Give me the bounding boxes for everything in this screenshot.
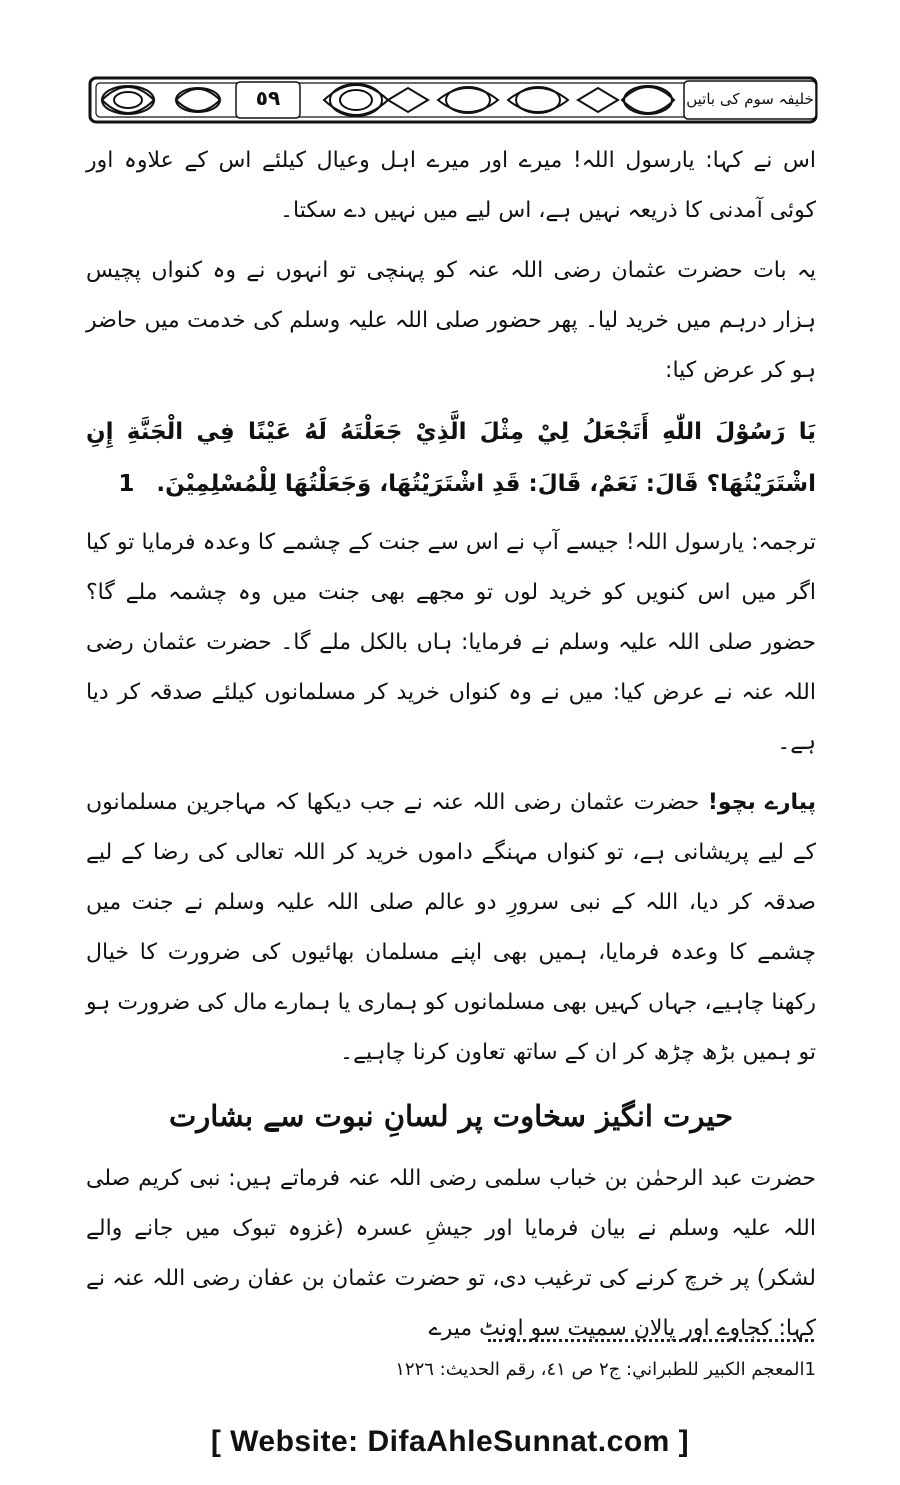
lesson-lead: پیارے بچو! xyxy=(707,790,816,815)
footnote: 1المعجم الكبير للطبراني: ج٢ ص ٤١، رقم الحديث: ١٢٢٦ xyxy=(395,1359,816,1380)
paragraph-1: اس نے کہا: یارسول اللہ! میرے اور میرے اہل وعیال کیلئے اس کے علاوہ اور کوئی آمدنی کا ذریعہ نہیں ہے، اس لیے میں نہیں دے سکتا۔ xyxy=(86,148,816,223)
page-number: ٥٩ xyxy=(255,86,281,110)
website-banner: [ Website: DifaAhleSunnat.com ] xyxy=(210,1425,690,1458)
lesson-text: حضرت عثمان رضی اللہ عنہ نے جب دیکھا کہ مہاجرین مسلمانوں کے لیے پریشانی ہے، تو کنواں مہنگے داموں خرید کر اللہ تعالی کی رضا کے لیے صدقہ کر دیا، اللہ کے نبی سرورِ دو عالم صلی اللہ علیہ وسلم نے جنت میں چشمے کا وعدہ فرمایا، ہمیں بھی اپنے مسلمان بھائیوں کی ضرورت کا خیال رکھنا چاہیے، جہاں کہیں بھی مسلمانوں کو ہماری یا ہمارے مال کی ضرورت ہو تو ہمیں بڑھ چڑھ کر ان کے ساتھ تعاون کرنا چاہیے۔ xyxy=(86,790,816,1065)
arabic-hadith-quote xyxy=(86,406,816,510)
paragraph-2: یہ بات حضرت عثمان رضی اللہ عنہ کو پہنچی تو انہوں نے وہ کنواں پچیس ہزار درہم میں خرید لیا۔ پھر حضور صلی اللہ علیہ وسلم کی خدمت میں حاضر ہو کر عرض کیا: xyxy=(86,258,816,383)
footnote-marker: 1 xyxy=(118,471,135,497)
closing-paragraph: حضرت عبد الرحمٰن بن خباب سلمی رضی اللہ عنہ فرماتے ہیں: نبی کریم صلی اللہ علیہ وسلم نے بیان فرمایا اور جیشِ عسرہ (غزوہ تبوک میں جانے والے لشکر) پر خرچ کرنے کی ترغیب دی، تو حضرت عثمان بن عفان رضی اللہ عنہ نے کہا: کجاوے اور پالان سمیت سو اونٹ میرے xyxy=(86,1166,816,1341)
page-header xyxy=(88,74,818,126)
translation-paragraph: ترجمہ: یارسول اللہ! جیسے آپ نے اس سے جنت کے چشمے کا وعدہ فرمایا تو کیا اگر میں اس کنویں کو خرید لوں تو مجھے بھی جنت میں وہ چشمہ ملے گا؟ حضور صلی اللہ علیہ وسلم نے فرمایا: ہاں بالکل ملے گا۔ حضرت عثمان رضی اللہ عنہ نے عرض کیا: میں نے وہ کنواں خرید کر مسلمانوں کیلئے صدقہ کر دیا ہے۔ xyxy=(86,530,817,755)
lesson-paragraph xyxy=(86,778,816,1078)
running-book-title: خلیفہ سوم کی باتیں xyxy=(686,90,814,108)
arabic-hadith-text: يَا رَسُوْلَ اللّٰهِ أَتَجْعَلُ لِيْ مِثْلَ الَّذِيْ جَعَلْتَهُ لَهُ عَيْنًا فِي الْجَنَّةِ إِنِ اشْتَرَيْتُهَا؟ قَالَ: نَعَمْ، قَالَ: قَدِ اشْتَرَيْتُهَا، وَجَعَلْتُهَا لِلْمُسْلِمِيْنَ. xyxy=(86,419,816,497)
footnote-divider xyxy=(488,1339,814,1342)
page-body xyxy=(86,136,816,1364)
section-heading: حیرت انگیز سخاوت پر لسانِ نبوت سے بشارت xyxy=(168,1099,734,1133)
